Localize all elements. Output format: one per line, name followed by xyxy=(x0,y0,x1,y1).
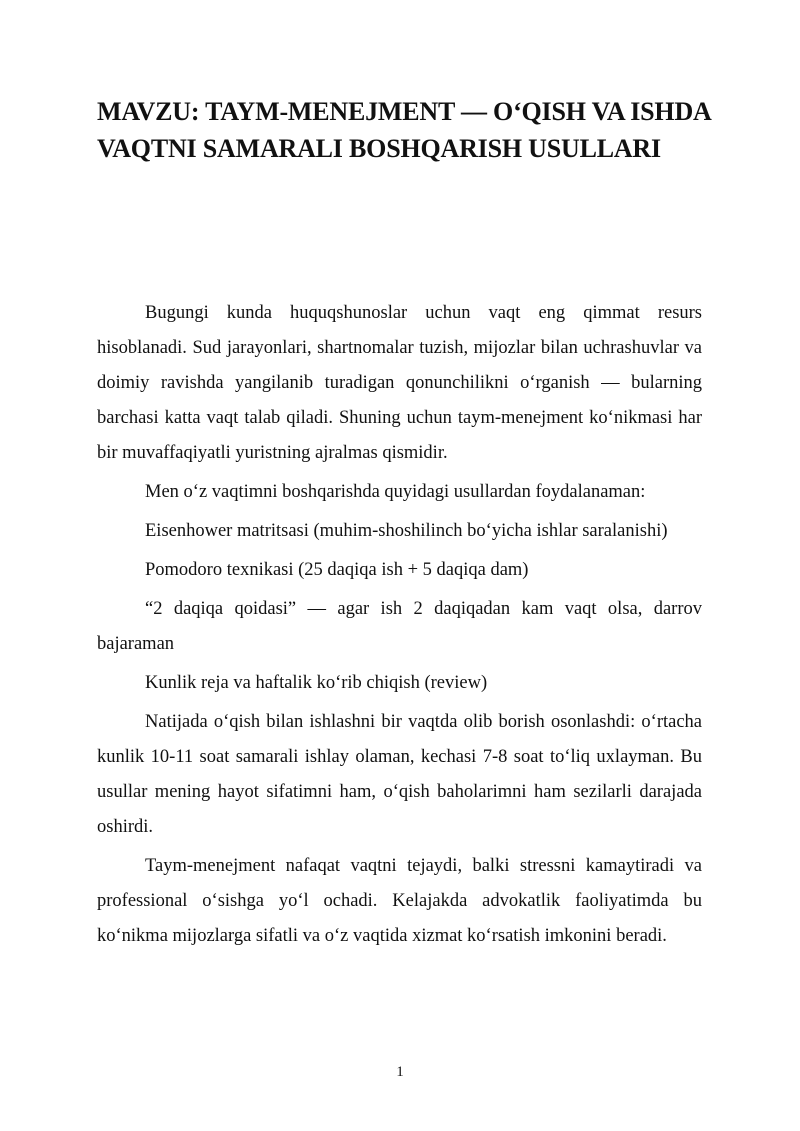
paragraph-intro: Bugungi kunda huquqshunoslar uchun vaqt eng qimmat resurs hisoblanadi. Sud jarayonlari, shartnomalar tuzish, mijozlar bilan uchrashuvlar va doimiy ravishda yangilanib turadigan qonunchilikni o‘rganish — bularning barchasi katta vaqt talab qiladi. Shuning uchun taym-menejment ko‘nikmasi har bir muvaffaqiyatli yuristning ajralmas qismidir. xyxy=(97,303,702,463)
document-body xyxy=(97,296,702,954)
list-item-two-minute-rule: “2 daqiqa qoidasi” — agar ish 2 daqiqadan kam vaqt olsa, darrov bajaraman xyxy=(97,599,702,654)
list-item-daily-plan: Kunlik reja va haftalik ko‘rib chiqish (review) xyxy=(145,673,488,693)
paragraph-conclusion: Taym-menejment nafaqat vaqtni tejaydi, balki stressni kamaytiradi va professional o‘sishga yo‘l ochadi. Kelajakda advokatlik faoliyatimda bu ko‘nikma mijozlarga sifatli va o‘z vaqtida xizmat ko‘rsatish imkonini beradi. xyxy=(97,856,702,946)
list-item-pomodoro: Pomodoro texnikasi (25 daqiqa ish + 5 daqiqa dam) xyxy=(145,560,529,580)
document-title: MAVZU: TAYM-MENEJMENT — O‘QISH VA ISHDA VAQTNI SAMARALI BOSHQARISH USULLARI xyxy=(97,97,711,163)
page-number: 1 xyxy=(396,1064,404,1080)
list-item-eisenhower: Eisenhower matritsasi (muhim-shoshilinch bo‘yicha ishlar saralanishi) xyxy=(145,521,668,541)
paragraph-methods-intro: Men o‘z vaqtimni boshqarishda quyidagi usullardan foydalanaman: xyxy=(145,482,646,502)
paragraph-results: Natijada o‘qish bilan ishlashni bir vaqtda olib borish osonlashdi: o‘rtacha kunlik 10-11 soat samarali ishlay olaman, kechasi 7-8 soat to‘liq uxlayman. Bu usullar mening hayot sifatimni ham, o‘qish baholarimni ham sezilarli darajada oshirdi. xyxy=(97,712,702,837)
